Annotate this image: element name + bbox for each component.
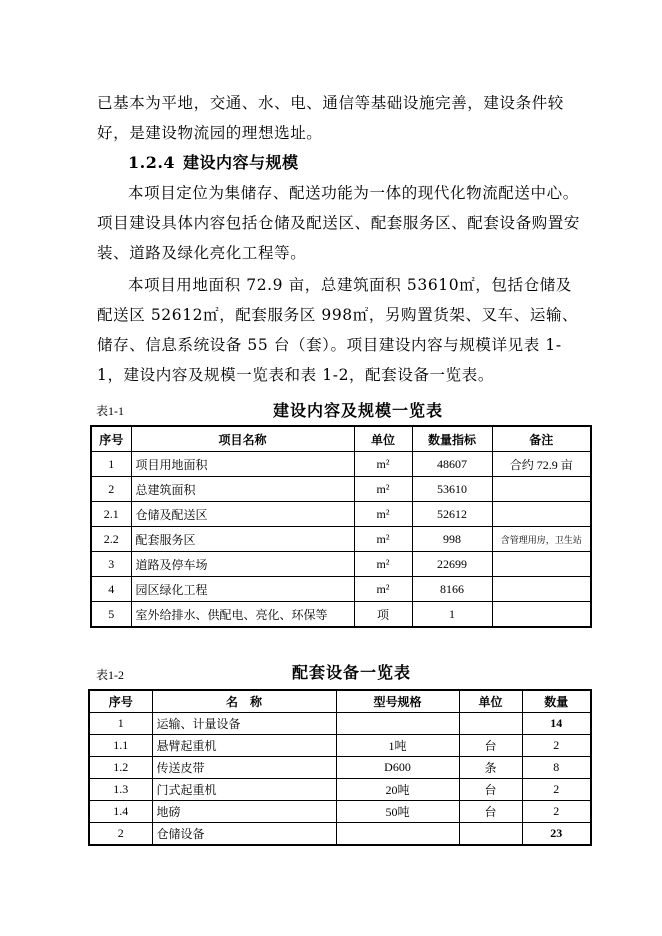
- table-cell: 悬臂起重机: [152, 735, 336, 757]
- table-row: [91, 502, 591, 527]
- table-cell: 1.4: [89, 801, 152, 823]
- table2-header-row: [89, 690, 591, 713]
- table-cell: 1: [89, 713, 152, 735]
- table1-header: 备注: [492, 426, 591, 452]
- table-cell: [492, 577, 591, 602]
- table-cell: 1吨: [336, 735, 459, 757]
- table-row: [89, 757, 591, 779]
- table-cell: 条: [459, 757, 522, 779]
- table-cell: 2: [522, 779, 591, 801]
- table-cell: 台: [459, 801, 522, 823]
- table-row: [91, 602, 591, 628]
- table1-title: 建设内容及规模一览表: [273, 401, 444, 420]
- table-cell: 1: [412, 602, 492, 628]
- table-cell: D600: [336, 757, 459, 779]
- table-cell: 2: [91, 477, 131, 502]
- table1-label: 表1-1: [96, 404, 124, 418]
- table-cell: 2.1: [91, 502, 131, 527]
- table-cell: 1.2: [89, 757, 152, 779]
- table-cell: 室外给排水、供配电、亮化、环保等: [131, 602, 354, 628]
- table-cell: [459, 713, 522, 735]
- table-cell: [492, 602, 591, 628]
- table-cell: 项目用地面积: [131, 452, 354, 477]
- table-cell: 53610: [412, 477, 492, 502]
- table2-title: 配套设备一览表: [292, 663, 412, 682]
- table-cell: 项: [354, 602, 412, 628]
- table-cell: [336, 823, 459, 846]
- table-cell: 2: [522, 801, 591, 823]
- table-cell: 园区绿化工程: [131, 577, 354, 602]
- table2-header: 型号规格: [336, 690, 459, 713]
- table-cell: 仓储设备: [152, 823, 336, 846]
- table2-label: 表1-2: [96, 668, 124, 682]
- table-cell: 50吨: [336, 801, 459, 823]
- table-cell: m²: [354, 452, 412, 477]
- table-cell: 2.2: [91, 527, 131, 552]
- table-cell: 52612: [412, 502, 492, 527]
- table-row: [91, 527, 591, 552]
- table-row: [91, 577, 591, 602]
- table-cell: 台: [459, 735, 522, 757]
- table-cell: 台: [459, 779, 522, 801]
- table-cell: 48607: [412, 452, 492, 477]
- table-cell: 20吨: [336, 779, 459, 801]
- table2-header: 数量: [522, 690, 591, 713]
- table2-header: 名 称: [152, 690, 336, 713]
- table-cell: 门式起重机: [152, 779, 336, 801]
- table-cell: 仓储及配送区: [131, 502, 354, 527]
- table-row: [91, 477, 591, 502]
- table-cell: 含管理用房，卫生站: [492, 527, 591, 552]
- table-cell: [492, 477, 591, 502]
- paragraph-project-positioning: 本项目定位为集储存、配送功能为一体的现代化物流配送中心。项目建设具体内容包括仓储及配送区、配套服务区、配套设备购置安装、道路及绿化亮化工程等。: [97, 184, 581, 262]
- table-cell: 3: [91, 552, 131, 577]
- table-row: [89, 823, 591, 846]
- table-cell: 1.1: [89, 735, 152, 757]
- table-cell: 22699: [412, 552, 492, 577]
- table-cell: m²: [354, 527, 412, 552]
- table-cell: 地磅: [152, 801, 336, 823]
- table-cell: 8: [522, 757, 591, 779]
- table-row: [91, 452, 591, 477]
- table-cell: [459, 823, 522, 846]
- table1-construction-scale: [90, 425, 592, 628]
- table1-header: 项目名称: [131, 426, 354, 452]
- paragraph-project-scale: 本项目用地面积 72.9 亩，总建筑面积 53610㎡，包括仓储及配送区 52612㎡，配套服务区 998㎡，另购置货架、叉车、运输、储存、信息系统设备 55 台（套）。项目建设内容与规模详见表 1-1，建设内容及规模一览表和表 1-2，配套设备一览表。: [97, 276, 579, 384]
- section-heading: [128, 150, 299, 173]
- table-cell: 配套服务区: [131, 527, 354, 552]
- table1-header: 数量指标: [412, 426, 492, 452]
- table-row: [91, 552, 591, 577]
- table1-header-row: [91, 426, 591, 452]
- table-cell: 传送皮带: [152, 757, 336, 779]
- table-cell: 14: [522, 713, 591, 735]
- table2-header: 单位: [459, 690, 522, 713]
- table-cell: [492, 502, 591, 527]
- section-title: 建设内容与规模: [183, 153, 299, 172]
- table-cell: 2: [89, 823, 152, 846]
- table-cell: [492, 552, 591, 577]
- table-cell: [336, 713, 459, 735]
- table-cell: m²: [354, 577, 412, 602]
- table-cell: 道路及停车场: [131, 552, 354, 577]
- table-cell: 运输、计量设备: [152, 713, 336, 735]
- paragraph-site-conditions: 已基本为平地，交通、水、电、通信等基础设施完善，建设条件较好，是建设物流园的理想选址。: [97, 94, 564, 142]
- table-cell: m²: [354, 502, 412, 527]
- table-cell: 8166: [412, 577, 492, 602]
- table-cell: 998: [412, 527, 492, 552]
- table2-header: 序号: [89, 690, 152, 713]
- table-cell: 合约 72.9 亩: [492, 452, 591, 477]
- table-cell: 1.3: [89, 779, 152, 801]
- table-cell: 1: [91, 452, 131, 477]
- section-number: 1.2.4: [128, 153, 176, 172]
- table-cell: 23: [522, 823, 591, 846]
- table-row: [89, 779, 591, 801]
- table-cell: 4: [91, 577, 131, 602]
- table-cell: 总建筑面积: [131, 477, 354, 502]
- table-cell: 5: [91, 602, 131, 628]
- table-cell: m²: [354, 477, 412, 502]
- table-row: [89, 713, 591, 735]
- table-row: [89, 735, 591, 757]
- table-cell: 2: [522, 735, 591, 757]
- table1-header: 单位: [354, 426, 412, 452]
- table-cell: m²: [354, 552, 412, 577]
- table-row: [89, 801, 591, 823]
- table1-header: 序号: [91, 426, 131, 452]
- table2-equipment: [88, 689, 592, 846]
